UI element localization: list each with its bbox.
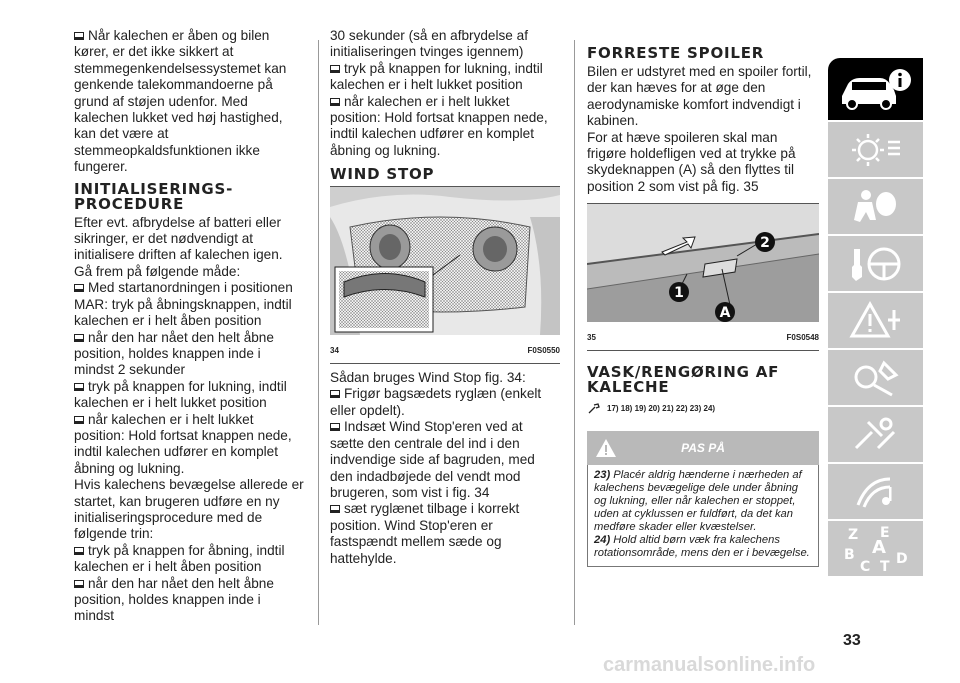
tool-icon [587,403,601,415]
paragraph: Hvis kalechens bevægelse allerede er startet, kan brugeren udføre en ny initialiseringsprocedure med de følgende trin: [74,477,304,542]
list-item: tryk på knappen for lukning, indtil kalechen er i helt lukket position [330,60,543,93]
warning-box [587,431,819,567]
column-3 [587,28,819,567]
lights-icon [848,130,904,170]
paragraph: Efter evt. afbrydelse af batteri eller sikringer, er det nødvendigt at initialisere driften af kalechen igen. [74,214,283,263]
tab-warning-lights[interactable] [828,293,923,350]
bullet-icon [330,98,340,106]
steering-wheel-icon [846,243,906,285]
warning-header: PAS PÅ [587,431,819,465]
bullet-icon [74,334,84,342]
bullet-icon [330,65,340,73]
airbag-icon [848,186,904,228]
bullet-icon [74,580,84,588]
svg-text:B: B [843,546,855,563]
bullet-icon [74,547,84,555]
bullet-icon [74,383,84,391]
list-item: når den har nået den helt åbne position, holdes knappen inde i mindst 2 sekunder [74,329,274,378]
list-item: når kalechen er i helt lukket position: Hold fortsat knappen nede, indtil kalechen udfører en komplet åbning og lukning. [330,93,548,158]
tab-lights[interactable] [828,122,923,179]
list-item: når den har nået den helt åbne position, holdes knappen inde i mindst [74,575,274,624]
callout-A: A [719,305,731,322]
column-1 [74,28,304,625]
paragraph: Sådan bruges Wind Stop fig. 34: [330,370,526,386]
tab-safety[interactable] [828,179,923,236]
warning-item: 24) Hold altid børn væk fra kalechens rotationsområde, mens den er i bevægelse. [594,534,810,560]
paragraph: Bilen er udstyret med en spoiler fortil, der kan hæves for at øge den aerodynamiske komfort indvendigt i kabinen. [587,64,812,129]
figure-number: 35 [587,332,596,342]
column-2 [330,28,560,567]
watermark-footer: carmanualsonline.info [603,654,816,676]
paragraph: Når kalechen er åben og bilen kører, er det ikke sikkert at stemmegenkendelsessystemet kan genkende talekommandoerne på grund af støjen udenfor. Med kalechen lukket ved høj hastighed, kan det være at stemmeopkaldsfunktionen ikke fungerer. [74,28,287,175]
section-heading: WIND STOP [330,165,435,184]
list-item: Frigør bagsædets ryglæn (enkelt eller opdelt). [330,386,542,418]
paragraph: 30 sekunder (så en afbrydelse af initialiseringen tvinges igennem) [330,28,528,60]
multimedia-icon [848,471,904,513]
bullet-icon [74,416,84,424]
section-heading: INITIALISERINGS-PROCEDURE [74,179,234,213]
svg-text:T: T [879,558,890,575]
bullet-icon [74,284,84,292]
tab-multimedia[interactable] [828,464,923,521]
svg-text:A: A [871,536,886,558]
list-item: tryk på knappen for lukning, indtil kalechen er i helt lukket position [74,378,287,411]
bullet-icon [330,423,340,431]
column-divider [318,40,319,625]
warning-references: 17) 18) 19) 20) 21) 22) 23) 24) [587,401,819,417]
list-item: sæt ryglænet tilbage i korrekt position. Wind Stop'eren er fastspændt mellem sæde og hattehylde. [330,501,520,566]
section-heading: VASK/RENGØRING AF KALECHE [587,363,780,397]
warning-icon [595,438,617,458]
figure-caption [330,340,560,363]
callout-2: 2 [760,235,770,252]
car-info-icon [836,66,916,112]
figure-number: 34 [330,345,339,355]
alphabet-index-icon [836,523,916,575]
paragraph: For at hæve spoileren skal man frigøre holdefligen ved at trykke på skydeknappen (A) så den flyttes til position 2 som vist på fig. 35 [587,129,796,194]
spoiler-illustration [587,204,819,322]
tab-starting-driving[interactable] [828,236,923,293]
paragraph: Gå frem på følgende måde: [74,263,241,279]
tab-index[interactable] [828,521,923,578]
list-item: når kalechen er i helt lukket position: Hold fortsat knappen nede, indtil kalechen udfører en komplet åbning og lukning. [74,411,292,476]
figure-code: F0S0548 [786,332,819,342]
wind-stop-illustration [330,187,560,335]
page-number: 33 [843,632,861,649]
svg-text:D: D [895,550,908,567]
figure-code: F0S0550 [527,345,560,355]
list-item: tryk på knappen for åbning, indtil kalechen er i helt åben position [74,542,285,575]
maintenance-icon [848,414,904,456]
section-heading: FORRESTE SPOILER [587,44,765,62]
callout-1: 1 [674,285,684,302]
tab-maintenance[interactable] [828,407,923,464]
tab-vehicle-info[interactable] [828,58,923,122]
warning-text [587,465,819,567]
chapter-tabs [828,58,923,578]
tab-emergency[interactable] [828,350,923,407]
svg-text:E: E [879,524,890,541]
warning-item: 23) Placér aldrig hænderne i nærheden af kalechens bevægelige dele under åbning og lukning, eller når kalechen er stoppet, uden at cyklussen er fuldført, da det kan medføre skader eller kvæstelser. [594,469,802,534]
bullet-icon [330,390,340,398]
column-divider [574,40,575,625]
bullet-icon [330,505,340,513]
list-item: Indsæt Wind Stop'eren ved at sætte den centrale del ind i den indvendige side af bagruden, med den indadbøjede del vendt mod brugeren, som vist i fig. 34 [330,419,535,500]
figure-caption [587,327,819,350]
bullet-icon [74,32,84,40]
warning-triangle-icon [848,300,904,342]
figure-35 [587,203,819,351]
svg-text:Z: Z [847,526,858,543]
list-item: Med startanordningen i positionen MAR: tryk på åbningsknappen, indtil kalechen er i helt åben position [74,280,293,329]
figure-34 [330,186,560,364]
svg-text:C: C [859,558,870,575]
wrench-icon [848,357,904,399]
